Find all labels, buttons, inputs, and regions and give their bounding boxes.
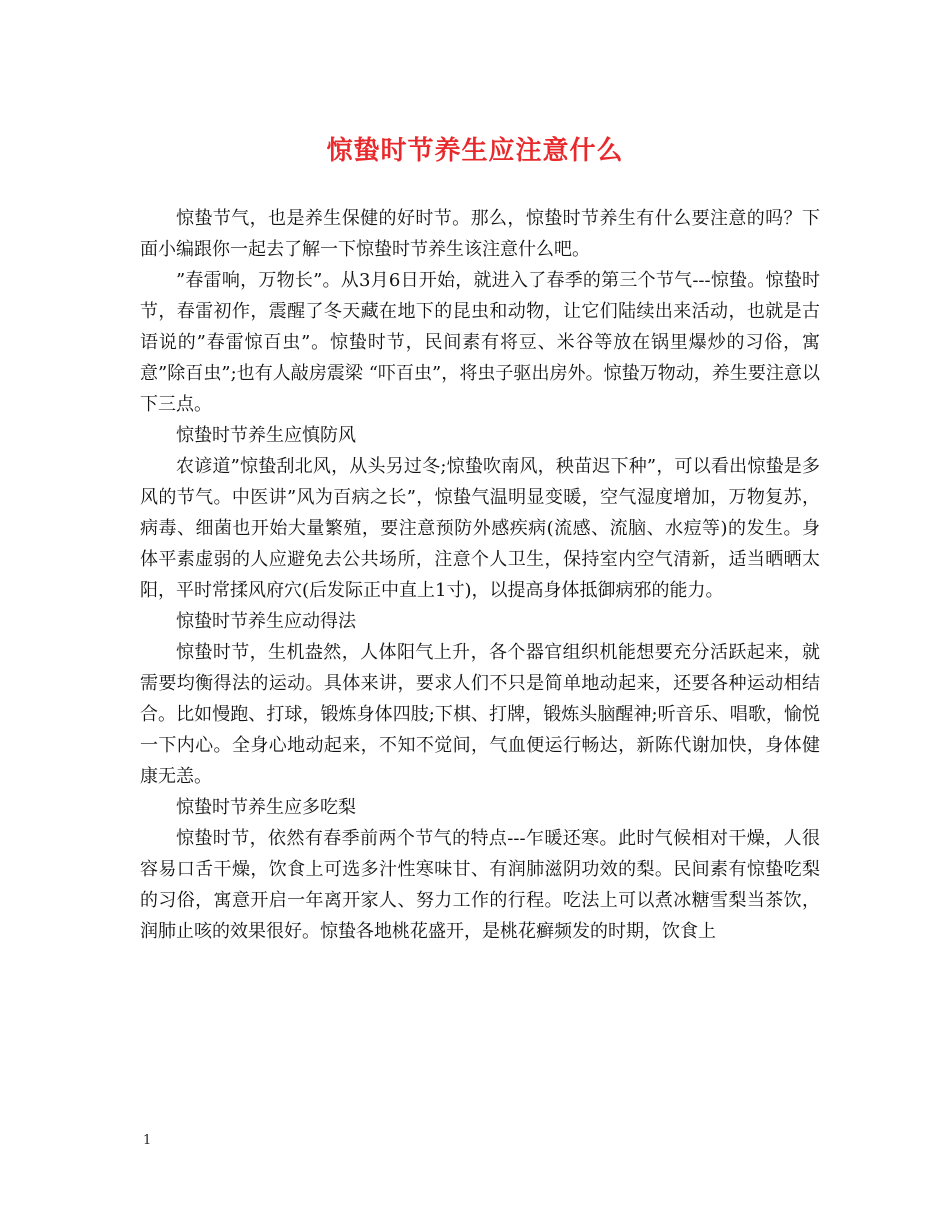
document-body <box>140 203 820 947</box>
paragraph-intro: 惊蛰节气，也是养生保健的好时节。那么，惊蛰时节养生有什么要注意的吗？下面小编跟你一起去了解一下惊蛰时节养生该注意什么吧。 <box>140 208 820 260</box>
section-heading-pear: 惊蛰时节养生应多吃梨 <box>176 797 356 818</box>
section-heading-exercise: 惊蛰时节养生应动得法 <box>176 611 356 632</box>
page-number: 1 <box>143 1133 152 1148</box>
document-title: 惊蛰时节养生应注意什么 <box>326 136 624 166</box>
paragraph-spring-thunder: ”春雷响，万物长”。从3月6日开始，就进入了春季的第三个节气---惊蛰。惊蛰时节，春雷初作，震醒了冬天藏在地下的昆虫和动物，让它们陆续出来活动，也就是古语说的”春雷惊百虫”。惊蛰时节，民间素有将豆、米谷等放在锅里爆炒的习俗，寓意”除百虫”;也有人敲房震梁 “吓百虫”，将虫子驱出房外。惊蛰万物动，养生要注意以下三点。 <box>140 270 820 415</box>
paragraph-exercise: 惊蛰时节，生机盎然，人体阳气上升，各个器官组织机能想要充分活跃起来，就需要均衡得法的运动。具体来讲，要求人们不只是简单地动起来，还要各种运动相结合。比如慢跑、打球，锻炼身体四肢;下棋、打牌，锻炼头脑醒神;听音乐、唱歌，愉悦一下内心。全身心地动起来，不知不觉间，气血便运行畅达，新陈代谢加快，身体健康无恙。 <box>140 642 820 787</box>
paragraph-pear: 惊蛰时节，依然有春季前两个节气的特点---乍暖还寒。此时气候相对干燥，人很容易口舌干燥，饮食上可选多汁性寒味甘、有润肺滋阴功效的梨。民间素有惊蛰吃梨的习俗，寓意开启一年离开家人、努力工作的行程。吃法上可以煮冰糖雪梨当茶饮，润肺止咳的效果很好。惊蛰各地桃花盛开，是桃花癣频发的时期，饮食上 <box>140 828 820 942</box>
section-heading-wind: 惊蛰时节养生应慎防风 <box>176 425 356 446</box>
paragraph-wind: 农谚道”惊蛰刮北风，从头另过冬;惊蛰吹南风，秧苗迟下种”，可以看出惊蛰是多风的节气。中医讲”风为百病之长”，惊蛰气温明显变暖，空气湿度增加，万物复苏，病毒、细菌也开始大量繁殖，要注意预防外感疾病(流感、流脑、水痘等)的发生。身体平素虚弱的人应避免去公共场所，注意个人卫生，保持室内空气清新，适当晒晒太阳，平时常揉风府穴(后发际正中直上1寸)，以提高身体抵御病邪的能力。 <box>140 456 820 601</box>
